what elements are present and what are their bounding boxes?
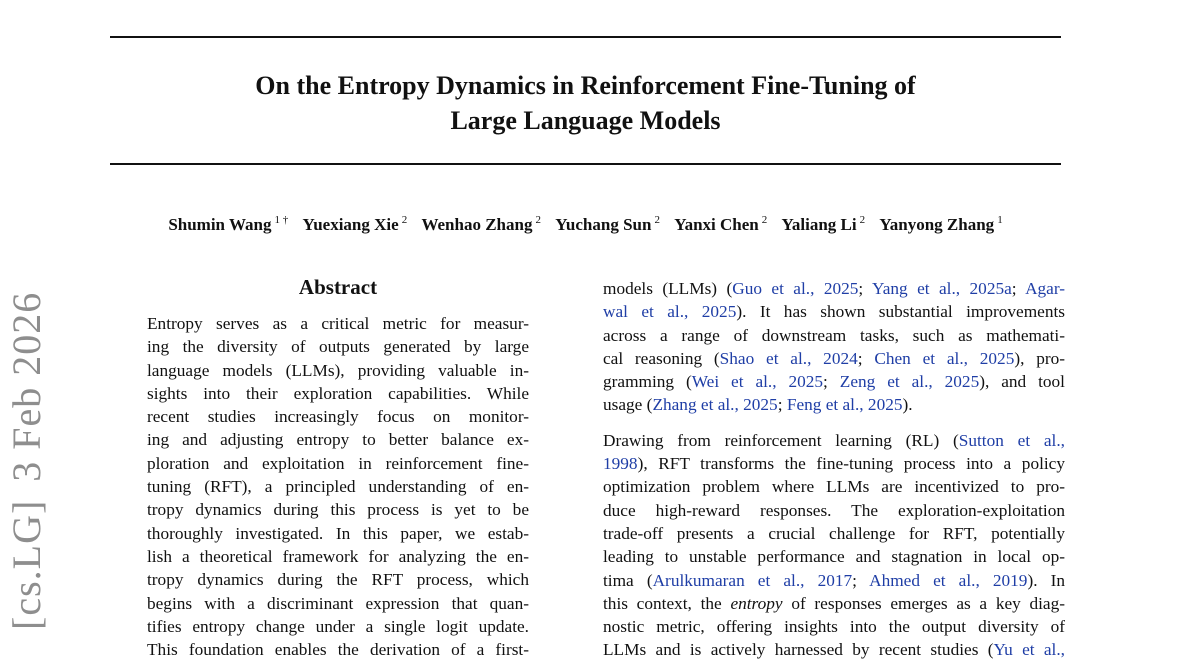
intro-line: duce high-reward responses. The exploration-exploitation: [603, 500, 1065, 520]
text-run: cal reasoning (: [603, 348, 720, 368]
emphasis-entropy: entropy: [730, 593, 783, 613]
abstract-line: sights into their exploration capabilities. While: [147, 383, 529, 403]
abstract-line: This foundation enables the derivation of a first-: [147, 640, 529, 660]
author-name: Yuexiang Xie: [302, 214, 399, 234]
arxiv-date: 3 Feb 2026: [4, 291, 49, 482]
citation-link[interactable]: Yu et al.,: [993, 640, 1065, 660]
citation-link[interactable]: Arulkumaran et al., 2017: [652, 570, 853, 590]
author-affiliation: 2: [654, 214, 660, 226]
author: [302, 215, 407, 234]
abstract-line: recent studies increasingly focus on monitor-: [147, 407, 529, 427]
intro-line: optimization problem where LLMs are incentivized to pro-: [603, 477, 1065, 497]
text-run: ). It has shown substantial improvements: [736, 302, 1065, 322]
text-run: ;: [1011, 279, 1026, 298]
intro-line: leading to unstable performance and stagnation in local op-: [603, 547, 1065, 567]
arxiv-category: [cs.LG]: [4, 499, 49, 630]
introduction-body: [603, 277, 1065, 662]
text-run: ;: [857, 348, 875, 368]
abstract-line: tropy dynamics during this process is yet to be: [147, 500, 529, 520]
text-run: ). In: [1027, 570, 1066, 590]
text-run: ;: [777, 395, 787, 415]
intro-line: across a range of downstream tasks, such as mathemati-: [603, 325, 1065, 345]
citation-link[interactable]: Chen et al., 2025: [874, 348, 1015, 368]
intro-line: [603, 300, 1065, 323]
author-affiliation: 2: [761, 214, 768, 226]
author-affiliation: 2: [859, 214, 866, 226]
author: [421, 215, 541, 234]
intro-line: nostic metric, offering insights into the output diversity of: [603, 617, 1065, 637]
intro-line: [603, 393, 1065, 416]
abstract-line: ploration and exploitation in reinforcement fine-: [147, 453, 529, 473]
text-run: ;: [858, 279, 872, 298]
citation-link[interactable]: Guo et al., 2025: [732, 279, 859, 298]
intro-line: [603, 592, 1065, 615]
author-name: Yanyong Zhang: [879, 214, 995, 234]
text-run: ), pro-: [1014, 348, 1065, 368]
abstract-line: tifies entropy change under a single logit update.: [147, 616, 529, 636]
text-run: LLMs and is actively harnessed by recent studies (: [603, 640, 994, 660]
text-run: ).: [902, 395, 913, 415]
intro-line: [603, 429, 1065, 452]
citation-link[interactable]: Sutton et al.,: [958, 430, 1065, 450]
citation-link[interactable]: Agar-: [1025, 279, 1066, 298]
text-run: ;: [852, 570, 870, 590]
text-run: gramming (: [603, 372, 692, 392]
author-name: Wenhao Zhang: [421, 214, 533, 234]
abstract-line: thoroughly investigated. In this paper, we estab-: [147, 523, 529, 543]
title-line-2: Large Language Models: [450, 106, 721, 135]
author-affiliation: 2: [535, 214, 541, 226]
intro-line: [603, 277, 1065, 300]
author: [674, 215, 767, 234]
citation-link[interactable]: Wei et al., 2025: [691, 372, 824, 392]
text-run: of responses emerges as a key diag-: [782, 593, 1065, 613]
text-run: this context, the: [603, 593, 731, 613]
text-run: Drawing from reinforcement learning (RL) (: [603, 430, 959, 450]
intro-line: [603, 452, 1065, 475]
intro-line: [603, 347, 1065, 370]
author-affiliation: 1 †: [274, 214, 289, 226]
author-name: Yanxi Chen: [674, 214, 759, 234]
citation-link[interactable]: Ahmed et al., 2019: [869, 570, 1028, 590]
intro-line: trade-off presents a crucial challenge for RFT, potentially: [603, 523, 1065, 543]
intro-line: [603, 569, 1065, 592]
title-top-rule: [110, 36, 1061, 38]
paper-title: [110, 68, 1061, 138]
abstract-line: language models (LLMs), providing valuable in-: [147, 360, 529, 380]
citation-link[interactable]: Feng et al., 2025: [786, 395, 903, 415]
citation-link[interactable]: Yang et al., 2025a: [872, 279, 1012, 298]
title-line-1: On the Entropy Dynamics in Reinforcement Fine-Tuning of: [255, 71, 916, 100]
author-affiliation: 2: [401, 214, 408, 226]
author: [879, 215, 1002, 234]
abstract-line: begins with a discriminant expression that quan-: [147, 593, 529, 613]
author-name: Yaliang Li: [781, 214, 857, 234]
intro-line: [603, 370, 1065, 393]
text-run: ), and tool: [979, 372, 1065, 392]
intro-line: [603, 638, 1065, 661]
abstract-heading: Abstract: [298, 275, 378, 299]
abstract-line: ing and adjusting entropy to better balance ex-: [147, 430, 529, 450]
paragraph-gap: [603, 417, 1065, 429]
author-name: Shumin Wang: [168, 214, 272, 234]
text-run: ), RFT transforms the fine-tuning process into a policy: [637, 454, 1065, 474]
text-run: tima (: [603, 570, 653, 590]
author-name: Yuchang Sun: [555, 214, 652, 234]
arxiv-side-stamp: [0, 291, 57, 630]
citation-link[interactable]: Zhang et al., 2025: [652, 395, 778, 415]
author: [168, 215, 288, 234]
text-run: usage (: [603, 395, 653, 415]
citation-link[interactable]: wal et al., 2025: [603, 302, 737, 322]
abstract-line: lish a theoretical framework for analyzing the en-: [147, 546, 529, 566]
author-affiliation: 1: [997, 214, 1003, 226]
abstract-body: [147, 312, 529, 661]
citation-link[interactable]: Shao et al., 2024: [719, 348, 858, 368]
text-run: models (LLMs) (: [603, 279, 733, 298]
abstract-line: tuning (RFT), a principled understanding of en-: [147, 477, 529, 497]
text-run: ;: [823, 372, 840, 392]
author: [782, 215, 866, 234]
citation-link[interactable]: Zeng et al., 2025: [839, 372, 980, 392]
abstract-line: Entropy serves as a critical metric for measur-: [147, 314, 529, 333]
abstract-line: tropy dynamics during the RFT process, which: [147, 570, 529, 590]
abstract-line: ing the diversity of outputs generated by large: [147, 337, 529, 357]
author: [555, 215, 660, 234]
author-list: [110, 209, 1061, 236]
citation-link[interactable]: 1998: [603, 454, 638, 474]
title-bottom-rule: [110, 163, 1061, 165]
